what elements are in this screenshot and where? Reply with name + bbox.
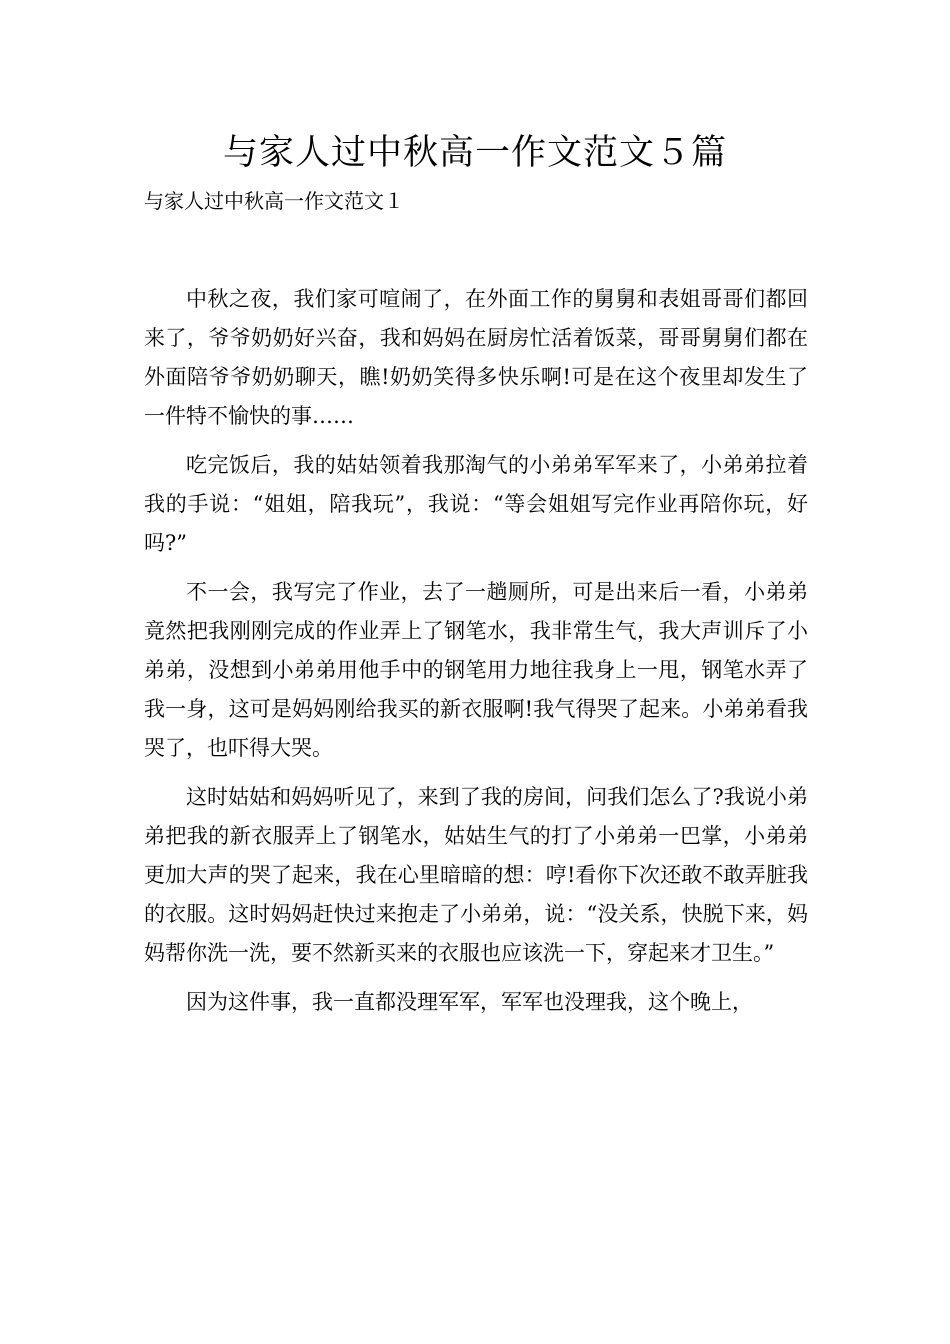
- paragraph: 因为这件事，我一直都没理军军，军军也没理我，这个晚上，: [186, 990, 753, 1014]
- document-title: 与家人过中秋高一作文范文５篇: [222, 133, 727, 173]
- document-body: [144, 280, 808, 1032]
- document-subtitle: 与家人过中秋高一作文范文１: [144, 189, 404, 213]
- paragraph: 这时姑姑和妈妈听见了，来到了我的房间，问我们怎么了?我说小弟弟把我的新衣服弄上了钢笔水，姑姑生气的打了小弟弟一巴掌，小弟弟更加大声的哭了起来，我在心里暗暗的想：哼!看你下次还敢不敢弄脏我的衣服。这时妈妈赶快过来抱走了小弟弟，说：“没关系，快脱下来，妈妈帮你洗一洗，要不然新买来的衣服也应该洗一下，穿起来才卫生。”: [144, 785, 808, 965]
- paragraph: 吃完饭后，我的姑姑领着我那淘气的小弟弟军军来了，小弟弟拉着我的手说：“姐姐，陪我玩”，我说：“等会姐姐写完作业再陪你玩，好吗?”: [144, 453, 808, 555]
- paragraph: 中秋之夜，我们家可喧闹了，在外面工作的舅舅和表姐哥哥们都回来了，爷爷奶奶好兴奋，我和妈妈在厨房忙活着饭菜，哥哥舅舅们都在外面陪爷爷奶奶聊天，瞧!奶奶笑得多快乐啊!可是在这个夜里却发生了一件特不愉快的事……: [144, 287, 808, 428]
- paragraph: 不一会，我写完了作业，去了一趟厕所，可是出来后一看，小弟弟竟然把我刚刚完成的作业弄上了钢笔水，我非常生气，我大声训斥了小弟弟，没想到小弟弟用他手中的钢笔用力地往我身上一甩，钢笔水弄了我一身，这可是妈妈刚给我买的新衣服啊!我气得哭了起来。小弟弟看我哭了，也吓得大哭。: [144, 580, 808, 760]
